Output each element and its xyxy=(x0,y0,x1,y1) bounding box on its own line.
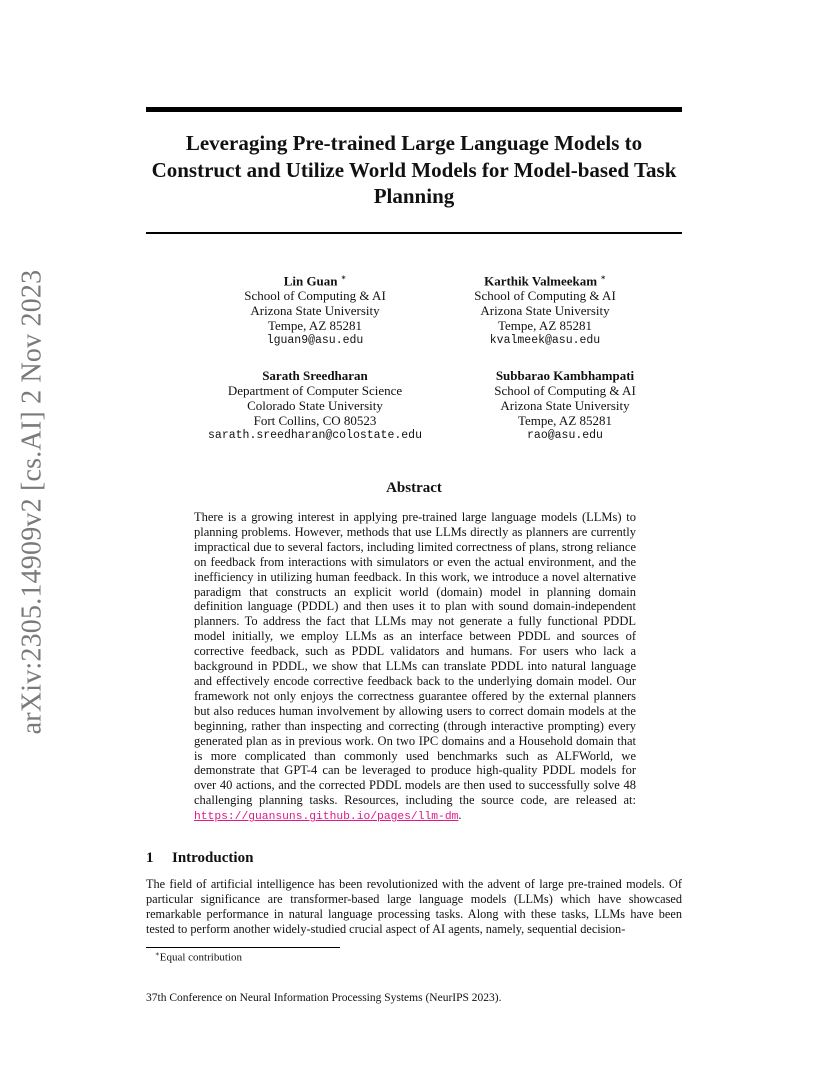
author-email: rao@asu.edu xyxy=(527,429,603,442)
author-affiliation: School of Computing & AI xyxy=(474,288,616,304)
author-institution: Colorado State University xyxy=(247,398,383,413)
author-name: Sarath Sreedharan xyxy=(262,368,368,383)
author-mark: ∗ xyxy=(340,273,347,282)
paper-title: Leveraging Pre-trained Large Language Models to Construct and Utilize World Models for Model-based Task Planning xyxy=(151,131,677,208)
abstract-body xyxy=(194,510,636,825)
author-institution: Arizona State University xyxy=(250,303,380,319)
author-institution: Arizona State University xyxy=(500,398,630,413)
author-email: kvalmeek@asu.edu xyxy=(489,334,601,348)
section-title: Introduction xyxy=(172,850,254,866)
title-top-rule xyxy=(146,107,682,112)
introduction-paragraph: The field of artificial intelligence has been revolutionized with the advent of large pre-trained models. Of particular significance are transformer-based large language models (LLMs) which have showcased remarkable performance in natural language processing tasks. Along with these tasks, LLMs have been tested to perform another widely-studied crucial aspect of AI agents, namely, sequential decision- xyxy=(146,877,682,936)
author-affiliation: School of Computing & AI xyxy=(244,288,386,304)
author-name: Lin Guan xyxy=(283,273,338,289)
author-mark: ∗ xyxy=(600,273,606,282)
title-bottom-rule xyxy=(146,232,682,234)
arxiv-stamp xyxy=(10,269,54,735)
author-name: Karthik Valmeekam xyxy=(484,273,598,289)
venue-note: 37th Conference on Neural Information Processing Systems (NeurIPS 2023). xyxy=(146,992,502,1004)
author-location: Tempe, AZ 85281 xyxy=(267,318,363,334)
author-email: sarath.sreedharan@colostate.edu xyxy=(208,429,422,442)
author-block xyxy=(430,270,660,348)
abstract-text: There is a growing interest in applying pre-trained large language models (LLMs) to planning problems. However, methods that use LLMs directly as planners are currently impractical due to several factors, including limited correctness of plans, strong reliance on feedback from interactions with simulators or even the actual environment, and the inefficiency in utilizing human feedback. In this work, we introduce a novel alternative paradigm that constructs an explicit world (domain) model in planning domain definition language (PDDL) and then uses it to plan with sound domain-independent planners. To address the fact that LLMs may not generate a fully functional PDDL model initially, we employ LLMs as an interface between PDDL and sources of corrective feedback, such as PDDL validators and humans. For users who lack a background in PDDL, we show that LLMs can translate PDDL into natural language and effectively encode corrective feedback back to the underlying domain model. Our framework not only enjoys the correctness guarantee offered by the external planners but also reduces human involvement by allowing users to correct domain models at the beginning, rather than inspecting and correcting (through interactive prompting) every generated plan as in previous work. On two IPC domains and a Household domain that is more complicated than commonly used benchmarks such as ALFWorld, we demonstrate that GPT-4 can be leveraged to produce high-quality PDDL models for over 40 actions, and the corrected PDDL models are then used to successfully solve 48 challenging planning tasks. Resources, including the source code, are released at: xyxy=(194,510,636,808)
author-block xyxy=(450,368,680,443)
footnote-mark: ∗ xyxy=(155,950,160,958)
source-code-link[interactable]: https://guansuns.github.io/pages/llm-dm xyxy=(194,811,459,824)
abstract-heading: Abstract xyxy=(386,480,442,496)
author-location: Tempe, AZ 85281 xyxy=(517,413,613,428)
author-affiliation: School of Computing & AI xyxy=(494,383,636,398)
author-location: Fort Collins, CO 80523 xyxy=(253,413,377,428)
abstract-end: . xyxy=(458,808,462,823)
author-affiliation: Department of Computer Science xyxy=(227,383,403,398)
footnote xyxy=(155,950,242,964)
author-block xyxy=(180,368,450,443)
author-institution: Arizona State University xyxy=(480,303,610,319)
section-heading xyxy=(146,850,253,867)
author-location: Tempe, AZ 85281 xyxy=(497,318,593,334)
section-number: 1 xyxy=(146,850,154,866)
author-name: Subbarao Kambhampati xyxy=(495,368,635,383)
author-block xyxy=(200,270,430,348)
footnote-text: Equal contribution xyxy=(159,951,242,964)
footnote-rule xyxy=(146,947,340,948)
arxiv-id: arXiv:2305.14909v2 [cs.AI] 2 Nov 2023 xyxy=(16,269,48,735)
author-email: lguan9@asu.edu xyxy=(266,334,364,348)
